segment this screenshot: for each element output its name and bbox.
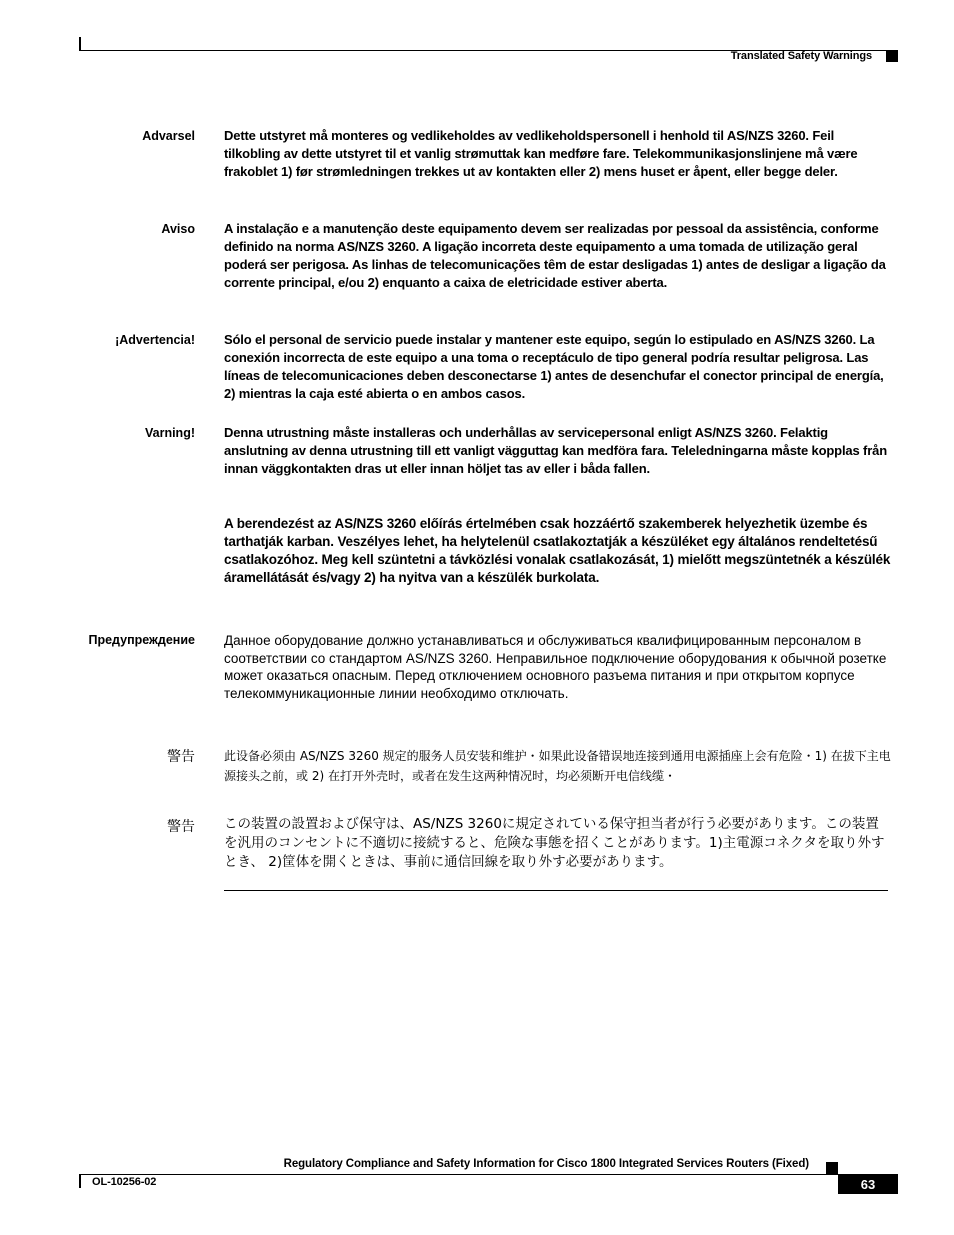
header-black-tab — [886, 50, 898, 62]
footer-document-title: Regulatory Compliance and Safety Information for Cisco 1800 Integrated Services Routers (Fixed) — [283, 1158, 809, 1170]
warning-text: Dette utstyret må monteres og vedlikeholdes av vedlikeholdspersonell i henhold til AS/NZS 3260. Feil tilkobling av dette utstyret til et vanlig strømuttak kan medføre fare. Telekommunikasjonslinjene må være frakoblet 1) før strømledningen trekkes ut av kontakten eller 2) mens huset er åpent, eller begge deler. — [224, 128, 858, 179]
header-section-title: Translated Safety Warnings — [730, 50, 872, 62]
footer-rule — [79, 1174, 898, 1175]
warning-label: Advarsel — [142, 129, 195, 143]
warning-text: Denna utrustning måste installeras och underhållas av servicepersonal enligt AS/NZS 3260. Felaktig anslutning av denna utrustning till ett vanligt vägguttag kan medföra fara. Teleledningarna måste kopplas från innan väggkontakten dras ut eller innan höljet tas av eller i båda fallen. — [224, 425, 887, 476]
section-end-rule — [224, 890, 888, 891]
footer-left-tick — [79, 1174, 81, 1188]
warning-text: 此设备必须由 AS/NZS 3260 规定的服务人员安装和维护・如果此设备错误地连接到通用电源插座上会有危险・1) 在拔下主电源接头之前，或 2) 在打开外壳时，或者在发生这两种情况时，均必须断开电信线缆・ — [224, 749, 891, 783]
warning-text: A instalação e a manutenção deste equipamento devem ser realizadas por pessoal da assistência, conforme definido na norma AS/NZS 3260. A ligação incorreta deste equipamento a uma tomada de utilização geral poderá ser perigosa. As linhas de telecomunicações têm de estar desligadas 1) antes de desligar a ligação da corrente principal, e/ou 2) enquanto a caixa de eletricidade estiver aberta. — [224, 221, 886, 290]
warning-text: この装置の設置および保守は、AS/NZS 3260に規定されている保守担当者が行う必要があります。この装置を汎用のコンセントに不適切に接続すると、危険な事態を招くことがあります。1)主電源コネクタを取り外すとき、 2)筐体を開くときは、事前に通信回線を取り外す必要があります。 — [224, 816, 885, 870]
warning-label: Предупреждение — [88, 633, 195, 647]
warning-label: ¡Advertencia! — [115, 333, 195, 347]
footer-black-tab — [826, 1162, 838, 1174]
header-left-tick — [79, 37, 81, 51]
warning-text: Данное оборудование должно устанавливаться и обслуживаться квалифицированным персоналом в соответствии со стандартом AS/NZS 3260. Неправильное подключение оборудования к обычной розетке может оказаться опасным. Перед отключением основного разъема питания и при открытом корпусе телекоммуникационные линии необходимо отключать. — [224, 633, 887, 701]
warning-text: Sólo el personal de servicio puede instalar y mantener este equipo, según lo estipulado en AS/NZS 3260. La conexión incorrecta de este equipo a una toma o receptáculo de tipo general podría resultar peligrosa. Las líneas de telecomunicaciones deben desconectarse 1) antes de desenchufar el conector principal de energía, 2) mientras la caja esté abierta o en ambos casos. — [224, 332, 884, 401]
warning-label: Aviso — [161, 222, 195, 236]
warning-text: A berendezést az AS/NZS 3260 előírás értelmében csak hozzáértő szakemberek helyezhetik üzembe és tarthatják karban. Veszélyes lehet, ha helytelenül csatlakoztatják a készüléket egy általános rendeltetésű csatlakozóhoz. Meg kell szüntetni a távközlési vonalak csatlakozását, 1) mielőtt megszüntetnék a készülék áramellátását és/vagy 2) ha nyitva van a készülék burkolata. — [224, 516, 891, 585]
warning-label: 警告 — [167, 819, 195, 835]
warning-label: Varning! — [144, 426, 195, 440]
page-number: 63 — [838, 1174, 898, 1194]
footer-doc-number: OL-10256-02 — [92, 1176, 157, 1188]
warning-label: 警告 — [167, 749, 195, 765]
